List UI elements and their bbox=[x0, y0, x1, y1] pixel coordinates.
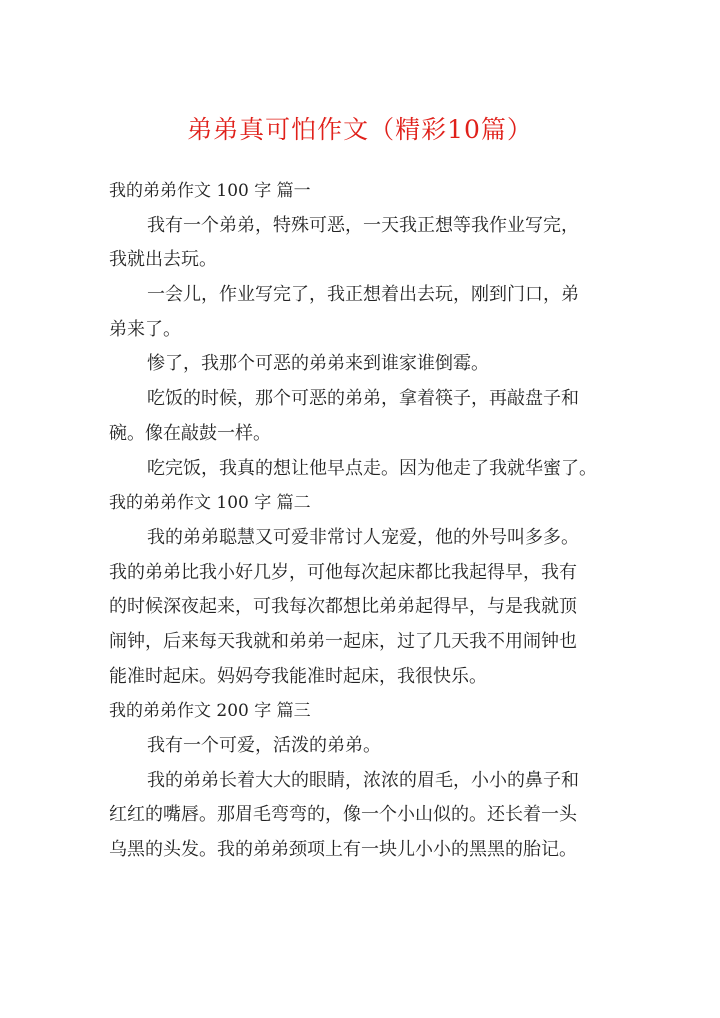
text-line: 碗。像在敲鼓一样。 bbox=[109, 422, 271, 444]
text-line: 我的弟弟长着大大的眼睛，浓浓的眉毛，小小的鼻子和 bbox=[147, 769, 579, 791]
paragraph bbox=[109, 452, 611, 487]
text-line: 吃饭的时候，那个可恶的弟弟，拿着筷子，再敲盘子和 bbox=[147, 388, 579, 410]
section-heading: 我的弟弟作文 100 字 篇一 bbox=[109, 181, 311, 201]
text-line: 弟来了。 bbox=[109, 318, 181, 340]
text-line: 我就出去玩。 bbox=[109, 249, 217, 271]
text-line: 乌黑的头发。我的弟弟颈项上有一块儿小小的黑黑的胎记。 bbox=[109, 839, 577, 861]
text-line: 惨了，我那个可恶的弟弟来到谁家谁倒霉。 bbox=[147, 353, 489, 375]
text-line: 能准时起床。妈妈夸我能准时起床，我很快乐。 bbox=[109, 665, 487, 687]
text-line: 我的弟弟比我小好几岁，可他每次起床都比我起得早，我有 bbox=[109, 561, 577, 583]
paragraph bbox=[109, 347, 611, 382]
document-title: 弟弟真可怕作文（精彩10篇） bbox=[187, 115, 533, 144]
text-line: 一会儿，作业写完了，我正想着出去玩，刚到门口，弟 bbox=[147, 284, 579, 306]
section-heading: 我的弟弟作文 200 字 篇三 bbox=[109, 701, 311, 722]
text-line: 我有一个弟弟，特殊可恶，一天我正想等我作业写完， bbox=[147, 214, 579, 236]
text-line: 的时候深夜起来，可我每次都想比弟弟起得早，与是我就顶 bbox=[109, 596, 577, 618]
text-line: 我有一个可爱，活泼的弟弟。 bbox=[147, 735, 381, 756]
text-line: 红红的嘴唇。那眉毛弯弯的，像一个小山似的。还长着一头 bbox=[109, 804, 577, 826]
paragraph bbox=[109, 764, 611, 868]
paragraph bbox=[109, 521, 611, 694]
paragraph bbox=[109, 729, 611, 764]
paragraph bbox=[109, 209, 611, 278]
text-line: 闹钟，后来每天我就和弟弟一起床，过了几天我不用闹钟也 bbox=[109, 630, 577, 652]
text-line: 吃完饭，我真的想让他早点走。因为他走了我就华蜜了。 bbox=[147, 457, 597, 479]
paragraph bbox=[109, 382, 611, 451]
paragraph bbox=[109, 278, 611, 347]
document-body bbox=[109, 174, 611, 868]
section-heading: 我的弟弟作文 100 字 篇二 bbox=[109, 493, 311, 514]
text-line: 我的弟弟聪慧又可爱非常讨人宠爱，他的外号叫多多。 bbox=[147, 526, 579, 548]
